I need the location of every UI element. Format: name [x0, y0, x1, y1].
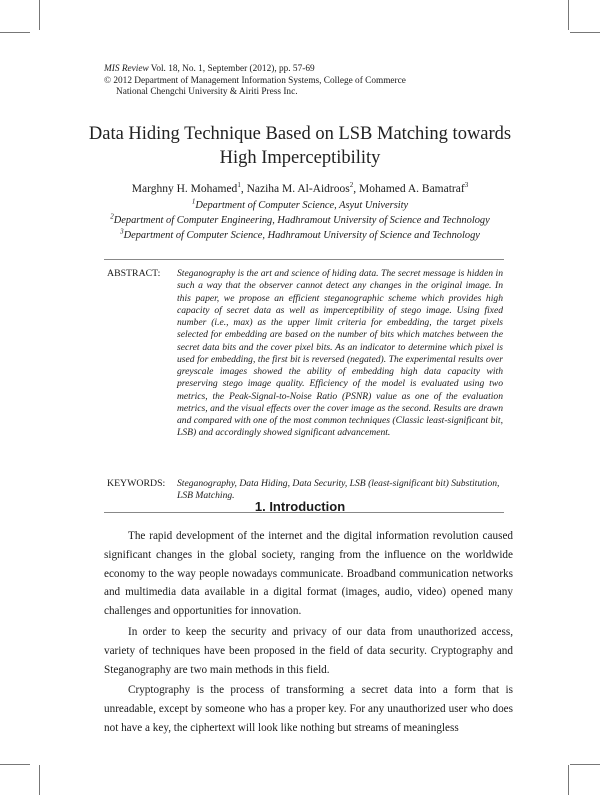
title-line-1: Data Hiding Technique Based on LSB Matching towards [88, 124, 512, 144]
title-line-2: High Imperceptibility [219, 148, 381, 168]
keywords-text: Steganography, Data Hiding, Data Security, LSB (least-significant bit) Substitution, LSB Matching. [177, 478, 500, 502]
journal-name: MIS Review [104, 64, 149, 74]
crop-mark [0, 764, 30, 765]
body-paragraph: In order to keep the security and privacy of our data from unauthorized access, variety of techniques have been proposed in the field of data security. Cryptography and Steganography are two main methods in this field. [104, 626, 513, 676]
affiliation-text: Department of Computer Science, Asyut University [195, 200, 409, 211]
author-separator: , [353, 183, 359, 195]
section-heading: 1. Introduction [254, 499, 346, 514]
affiliation-text: Department of Computer Science, Hadhramout University of Science and Technology [123, 230, 480, 241]
abstract-text: Steganography is the art and science of hiding data. The secret message is hidden in such a way that the observer cannot detect any changes in the original image. In this paper, we propose an efficient steganographic scheme which provides high capacity of secret data as well as imperceptibility of stego image. Using fixed number (i.e., max) as the upper limit criteria for embedding, the target pixels selected for embedding are based on the number of bits which matches between the secret data bits and the cover pixel bits. As an indicator to determine which pixel is used for embedding, the first bit is reversed (negated). The experimental results over greyscale images showed the ability of embedding high data capacity with preserving stego image quality. Efficiency of the model is evaluated using two metrics, the Peak-Signal-to-Noise Ratio (PSNR) value as one of the evaluation metrics, and the visual effects over the cover image as the second. Results are drawn and compared with one of the most common techniques (Classic least-significant bit, LSB) and accordingly showed significant advancement. [177, 268, 503, 439]
affiliation-sup: 2 [110, 212, 114, 221]
crop-mark [39, 765, 40, 795]
paper-title [60, 122, 540, 170]
keywords-label: KEYWORDS: [107, 478, 166, 489]
body-paragraph: The rapid development of the internet and the digital information revolution caused significant changes in the global society, ranging from the influence on the worldwide economy to the way people nowadays communicate. Broadband communication networks and multimedia data available in a digital format (images, audio, video) opened many challenges and opportunities for innovation. [104, 530, 513, 618]
crop-mark [39, 0, 40, 30]
author-list [60, 183, 540, 195]
author-sup: 2 [349, 181, 354, 190]
affiliation-sup: 3 [120, 227, 124, 236]
crop-mark [570, 32, 600, 33]
copyright-line: © 2012 Department of Management Information Systems, College of Commerce [104, 75, 406, 86]
crop-mark [568, 0, 569, 30]
affiliation [60, 197, 540, 211]
author-sup: 1 [237, 181, 241, 190]
author-separator: , [240, 183, 247, 195]
affiliation-text: Department of Computer Engineering, Hadhramout University of Science and Technology [113, 215, 490, 226]
crop-mark [0, 32, 30, 33]
affiliation [60, 212, 540, 226]
author-sup: 3 [464, 181, 469, 190]
author: Mohamed A. Bamatraf [358, 183, 465, 195]
body-paragraph: Cryptography is the process of transforming a secret data into a form that is unreadable, except by someone who has a proper key. For any unauthorized user who does not have a key, the ciphertext will look like nothing but streams of meaningless [104, 684, 513, 734]
author: Naziha M. Al-Aidroos [246, 183, 350, 195]
crop-mark [570, 764, 600, 765]
affiliation-sup: 1 [191, 197, 196, 206]
publisher-line: National Chengchi University & Airiti Press Inc. [116, 87, 298, 97]
journal-citation: Vol. 18, No. 1, September (2012), pp. 57-69 [148, 64, 315, 74]
abstract-label: ABSTRACT: [107, 268, 161, 279]
abstract-top-rule [104, 259, 504, 260]
crop-mark [568, 765, 569, 795]
affiliation [60, 227, 540, 241]
journal-header [104, 64, 406, 99]
author: Marghny H. Mohamed [131, 183, 238, 195]
